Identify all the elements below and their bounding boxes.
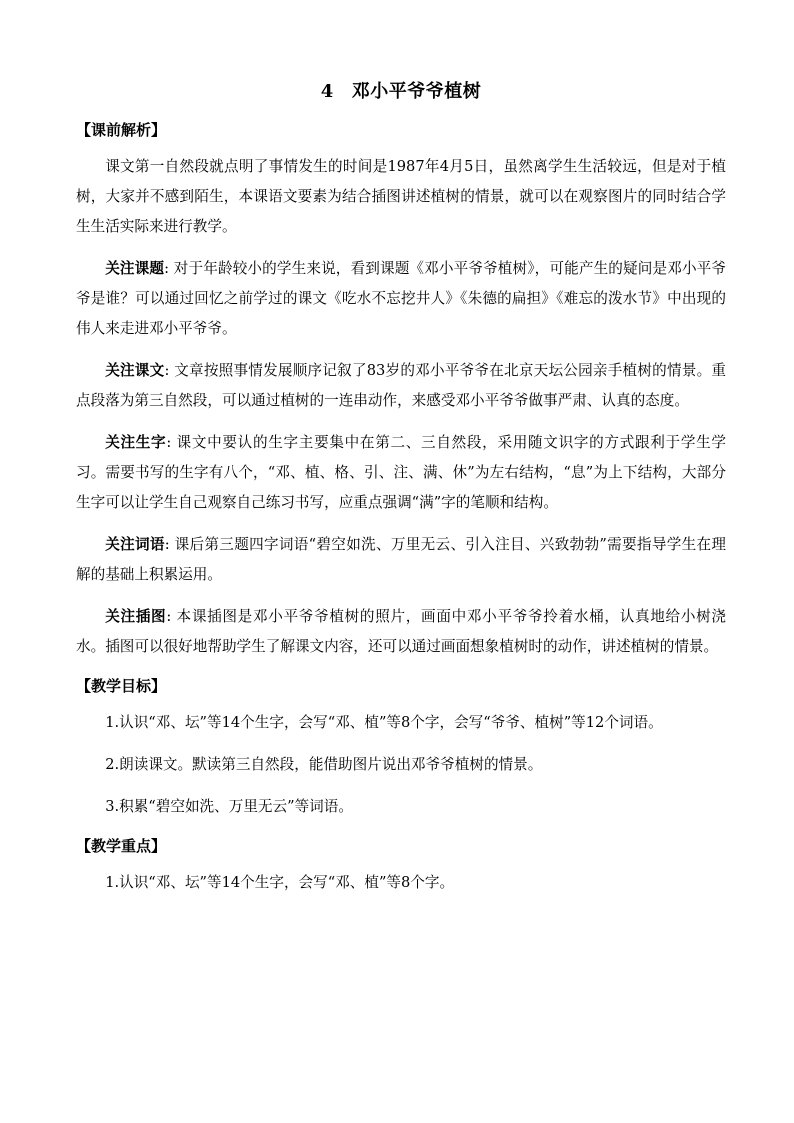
key-point-item-1: 1.认识“邓、坛”等14个生字，会写“邓、植”等8个字。 [105,874,455,891]
focus-image-paragraph [76,602,726,662]
focus-image-lead: 关注插图 [105,608,167,625]
focus-chars-lead: 关注生字 [105,434,167,451]
focus-text-text: : 文章按照事情发展顺序记叙了83岁的邓小平爷爷在北京天坛公园亲手植树的情景。重点段落为第三自然段，可以通过植树的一连串动作，来感受邓小平爷爷做事严肃、认真的态度。 [76,362,726,409]
pre-analysis-intro: 课文第一自然段就点明了事情发生的时间是1987年4月5日，虽然离学生生活较远，但是对于植树，大家并不感到陌生，本课语文要素为结合插图讲述植树的情景，就可以在观察图片的同时结合学生生活实际来进行教学。 [76,158,726,235]
focus-chars-text: : 课文中要认的生字主要集中在第二、三自然段，采用随文识字的方式跟利于学生学习。需要书写的生字有八个，“邓、植、格、引、注、满、休”为左右结构，“息”为上下结构，大部分生字可以让学生自己观察自己练习书写，应重点强调“满”字的笔顺和结构。 [76,434,726,511]
focus-words-paragraph [76,530,726,590]
focus-title-lead: 关注课题 [105,260,165,277]
section-heading-key-points: 【教学重点】 [76,837,167,855]
goal-item-3: 3.积累“碧空如洗、万里无云”等词语。 [105,798,353,815]
page-title [76,78,726,106]
focus-image-text: : 本课插图是邓小平爷爷植树的照片，画面中邓小平爷爷拎着水桶，认真地给小树浇水。插图可以很好地帮助学生了解课文内容，还可以通过画面想象植树时的动作，讲述植树的情景。 [76,608,726,655]
section-heading-pre-analysis: 【课前解析】 [76,121,167,139]
focus-words-text: : 课后第三题四字词语“碧空如洗、万里无云、引入注目、兴致勃勃”需要指导学生在理解的基础上积累运用。 [76,536,726,583]
lesson-title: 邓小平爷爷植树 [351,81,482,102]
document-page [76,78,726,910]
goal-item-1: 1.认识“邓、坛”等14个生字，会写“邓、植”等8个字，会写“爷爷、植树”等12个词语。 [105,714,663,731]
lesson-number: 4 [320,81,334,102]
focus-text-paragraph [76,356,726,416]
focus-words-lead: 关注词语 [105,536,165,553]
focus-title-text: : 对于年龄较小的学生来说，看到课题《邓小平爷爷植树》，可能产生的疑问是邓小平爷爷是谁？可以通过回忆之前学过的课文《吃水不忘挖井人》《朱德的扁担》《难忘的泼水节》中出现的伟人来走进邓小平爷爷。 [76,260,726,337]
focus-title-paragraph [76,254,726,344]
section-heading-goals: 【教学目标】 [76,677,167,695]
focus-chars-paragraph [76,428,726,518]
focus-text-lead: 关注课文 [105,362,165,379]
goal-item-2: 2.朗读课文。默读第三自然段，能借助图片说出邓爷爷植树的情景。 [105,756,543,773]
